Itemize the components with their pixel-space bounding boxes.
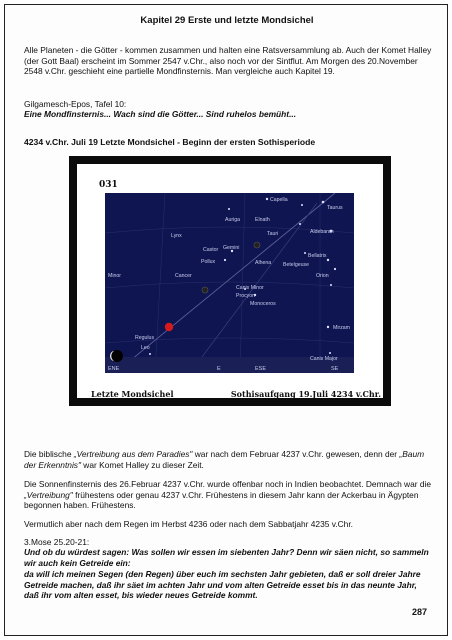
- mose-quote-continued: da will ich meinen Segen (den Regen) über euch im sechsten Jahr gebieten, daß er soll dreier Jahre Getreide machen, daß ihr säet im achten Jahr und vom alten Getreide esset bis in das neunte Jahr, daß ihr vom alten esset, bis wieder neues Getreide kommt.: [24, 569, 421, 601]
- label-procyon: Procyon: [236, 293, 256, 299]
- label-alhena: Alhena: [255, 260, 272, 266]
- label-monoceros: Monoceros: [250, 301, 276, 307]
- caption-left: Letzte Mondsichel: [91, 389, 174, 399]
- sky-chart: [105, 193, 354, 373]
- label-cancer: Cancer: [175, 273, 192, 279]
- intro-paragraph: Alle Planeten - die Götter - kommen zusammen und halten eine Ratsversammlung ab. Auch der Komet Halley (der Gott Baal) erscheint im Sommer 2547 v.Chr., also noch vor der Sintflut. Am Morgen des 20.November 2548 v.Chr. geschieht eine partielle Mondfinsternis. Man vergleiche auch Kapitel 19.: [24, 45, 432, 77]
- label-elnath: Elnath: [255, 217, 270, 223]
- label-betelgeuse: Betelgeuse: [283, 262, 309, 268]
- figure-number: 031: [99, 180, 118, 190]
- page-number: 287: [411, 607, 427, 617]
- paragraph-vermutlich: Vermutlich aber nach dem Regen im Herbst 4236 oder nach dem Sabbatjahr 4235 v.Chr.: [24, 519, 353, 529]
- label-taurus: Taurus: [327, 205, 343, 211]
- label-tauri: Tauri: [267, 231, 279, 237]
- quote-span: „Vertreibung": [24, 489, 73, 500]
- label-pollux: Pollux: [201, 259, 216, 265]
- label-horizon-ene: ENE: [108, 366, 120, 372]
- label-regulus: Regulus: [135, 335, 155, 341]
- section-heading: 4234 v.Chr. Juli 19 Letzte Mondsichel - Beginn der ersten Sothisperiode: [24, 137, 316, 147]
- epos-source: Gilgamesch-Epos, Tafel 10:: [24, 99, 127, 109]
- caption-right: Sothisaufgang 19.Juli 4234 v.Chr.: [230, 389, 381, 399]
- label-canis-minor: Canis Minor: [236, 285, 264, 291]
- mose-quote: Und ob du würdest sagen: Was sollen wir essen im siebenten Jahr? Denn wir säen nicht, so sammeln wir auch kein Getreide ein:: [24, 547, 429, 568]
- label-auriga: Auriga: [225, 217, 240, 223]
- label-castor: Castor: [203, 247, 219, 253]
- label-gemini: Gemini: [223, 245, 240, 251]
- mose-reference: 3.Mose 25.20-21:: [24, 537, 90, 547]
- text-span: war nach dem Februar 4237 v.Chr. gewesen, denn der: [192, 449, 400, 459]
- label-aldebaran: Aldebaran: [310, 229, 334, 235]
- label-capella: Capella: [270, 197, 288, 203]
- epos-quote: Eine Mondfinsternis... Wach sind die Götter... Sind ruhelos bemüht...: [24, 109, 297, 119]
- paragraph-vertreibung: [24, 449, 434, 470]
- text-span: Die Sonnenfinsternis des 26.Februar 4237 v.Chr. wurde offenbar noch in Indien beobachtet. Demnach war die: [24, 479, 432, 489]
- planet-marker: [254, 242, 260, 248]
- label-bellatrix: Bellatrix: [308, 253, 327, 259]
- label-leo: Leo: [141, 345, 150, 351]
- label-mirzam: Mirzam: [333, 325, 351, 331]
- planet-marker: [202, 287, 208, 293]
- quote-span: „Baum der Erkenntnis": [24, 449, 425, 470]
- label-orion: Orion: [316, 273, 329, 279]
- label-lynx: Lynx: [171, 233, 182, 239]
- label-horizon-ese: ESE: [255, 366, 267, 372]
- paragraph-sonnenfinsternis: [24, 479, 434, 511]
- text-span: frühestens oder genau 4237 v.Chr. Frühestens in diesem Jahr kann der Ackerbau in Ägypten begonnen haben. Frühestens.: [24, 489, 419, 511]
- label-canis-major: Canis Major: [310, 356, 338, 362]
- star-chart-figure: [69, 156, 391, 406]
- text-span: Die biblische: [24, 449, 74, 459]
- chapter-title: Kapitel 29 Erste und letzte Mondsichel: [140, 15, 314, 26]
- label-minor: Minor: [108, 273, 121, 279]
- book-page: [4, 4, 448, 636]
- text-span: war Komet Halley zu dieser Zeit.: [80, 459, 204, 470]
- quote-span: „Vertreibung aus dem Paradies": [73, 449, 193, 459]
- red-moon-marker: [165, 323, 173, 331]
- label-horizon-e: E: [217, 366, 221, 372]
- figure-caption: [91, 389, 381, 399]
- label-horizon-se: SE: [331, 366, 339, 372]
